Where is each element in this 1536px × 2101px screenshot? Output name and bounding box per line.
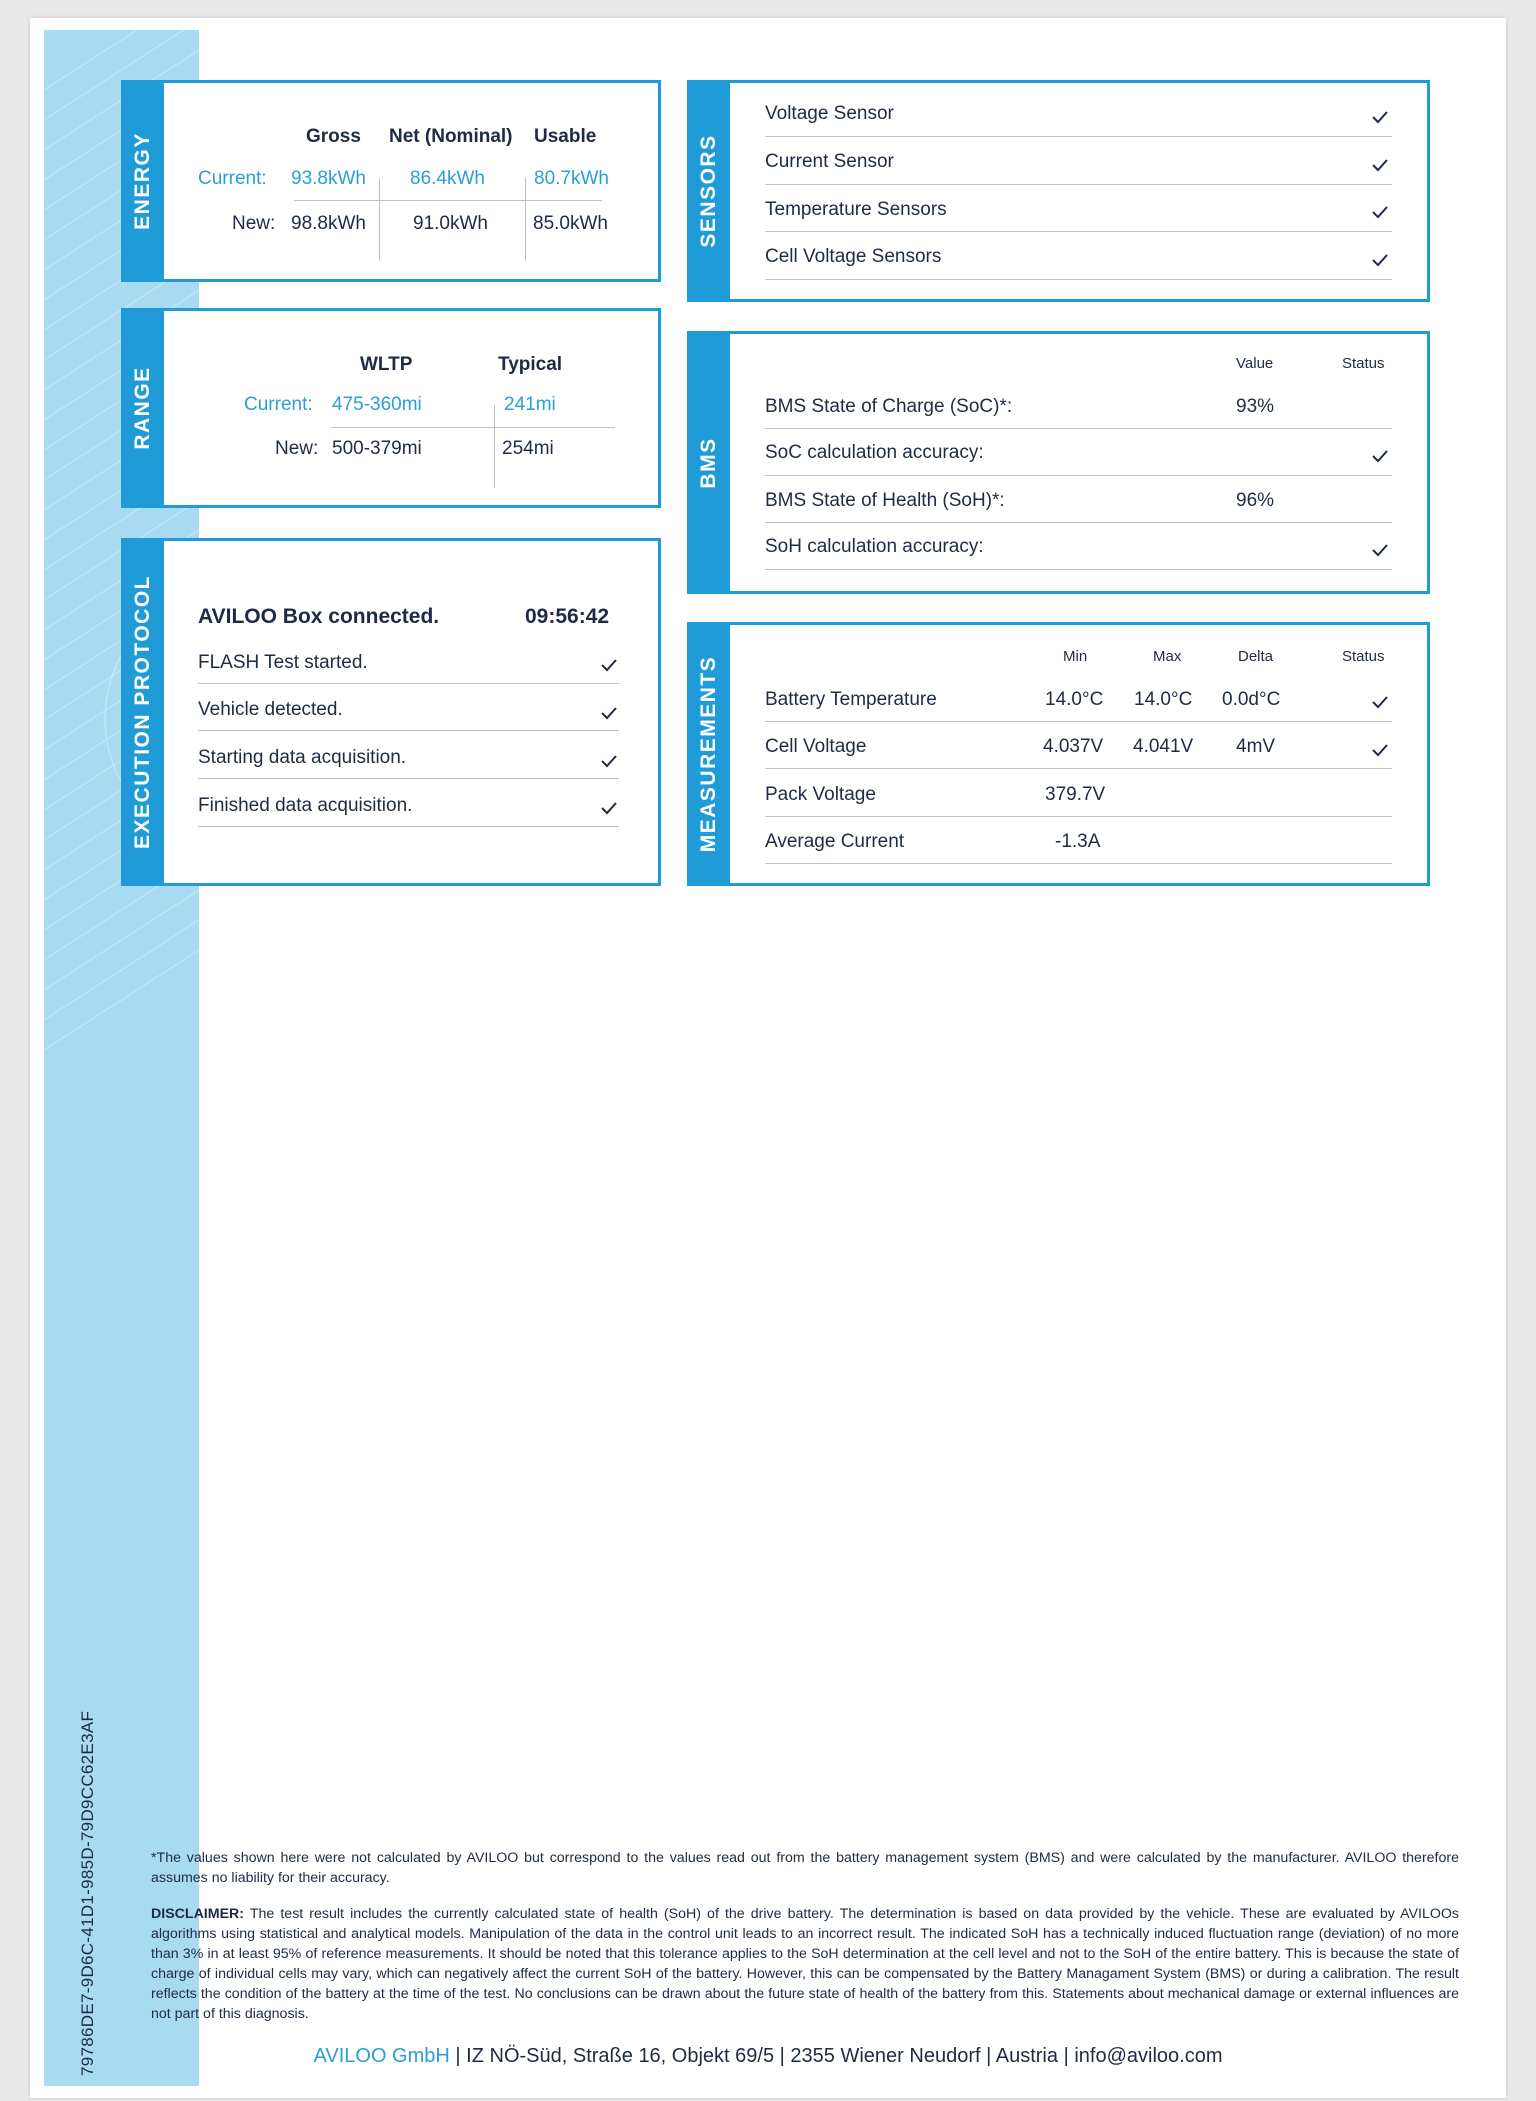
energy-new-gross: 98.8kWh [291, 213, 366, 234]
divider [765, 816, 1392, 817]
disclaimer-label: DISCLAIMER: [151, 1906, 245, 1922]
check-icon [1370, 540, 1390, 560]
range-tab: RANGE [121, 308, 164, 508]
energy-tab: ENERGY [121, 80, 164, 282]
footer-separator: | [779, 2045, 785, 2067]
meas-header-status: Status [1342, 648, 1385, 665]
bms-header-value: Value [1236, 355, 1274, 372]
footer-country: Austria [995, 2045, 1058, 2067]
footer-address: IZ NÖ-Süd, Straße 16, Objekt 69/5 [466, 2045, 775, 2067]
range-current-wltp: 475-360mi [332, 394, 422, 415]
divider [765, 231, 1392, 232]
divider [331, 427, 615, 428]
check-icon [1370, 155, 1390, 175]
meas-row-label: Average Current [765, 831, 905, 852]
divider [494, 405, 495, 488]
check-icon [1370, 740, 1390, 760]
range-new-label: New: [275, 438, 319, 459]
bms-row-label: SoH calculation accuracy: [765, 536, 984, 557]
meas-row-min: -1.3A [1055, 831, 1101, 852]
divider [198, 683, 619, 684]
divider [765, 428, 1392, 429]
divider [765, 279, 1392, 280]
divider [765, 768, 1392, 769]
document-id: 79786DE7-9D6C-41D1-985D-79D9CC62E3AF [78, 1710, 97, 2076]
range-header-typical: Typical [498, 354, 563, 375]
divider [765, 569, 1392, 570]
footnote: *The values shown here were not calculated by AVILOO but correspond to the values read out from the battery management system (BMS) and were calculated by the manufacturer. AVILOO therefore assumes no liability for their accuracy. [151, 1850, 1459, 1886]
divider [765, 475, 1392, 476]
protocol-title: AVILOO Box connected. [198, 605, 440, 628]
energy-new-net: 91.0kWh [413, 213, 488, 234]
protocol-step: Finished data acquisition. [198, 795, 413, 816]
disclaimer-text: The test result includes the currently calculated state of health (SoH) of the drive battery. The determination is based on data provided by the vehicle. These are evaluated by AVILOOs algorithms using statistical and analytical models. Manipulation of the data in the control unit leads to an incorrect result. The indicated SoH has a technically induced fluctuation range (deviation) of no more than 3% in at least 95% of reference measurements. It should be noted that this tolerance applies to the SoH determination at the cell level and not to the SoH of the entire battery. This is because the state of charge of individual cells may vary, which can negatively affect the current SoH of the battery. However, this can be compensated by the Battery Managament System (BMS) or during a calibration. The result reflects the condition of the battery at the time of the test. No conclusions can be drawn about the future state of health of the battery from this. Statements about mechanical damage or external influences are not part of this diagnosis. [151, 1906, 1459, 2022]
energy-header-usable: Usable [534, 126, 597, 147]
divider [198, 826, 619, 827]
divider [765, 522, 1392, 523]
check-icon [599, 751, 619, 771]
sensor-item: Current Sensor [765, 151, 894, 172]
footer-separator: | [986, 2045, 992, 2067]
meas-row-delta: 4mV [1236, 736, 1276, 757]
divider [525, 178, 526, 261]
energy-current-gross: 93.8kWh [291, 168, 366, 189]
range-new-typical: 254mi [502, 438, 554, 459]
energy-card [121, 80, 661, 282]
range-current-typical: 241mi [504, 394, 556, 415]
energy-current-net: 86.4kWh [410, 168, 485, 189]
energy-header-gross: Gross [306, 126, 361, 147]
bms-card [687, 331, 1430, 594]
protocol-time: 09:56:42 [525, 605, 610, 628]
divider [198, 778, 619, 779]
meas-row-label: Pack Voltage [765, 784, 876, 805]
check-icon [1370, 250, 1390, 270]
report-page [30, 18, 1506, 2098]
range-header-wltp: WLTP [360, 354, 413, 375]
check-icon [1370, 446, 1390, 466]
sensor-item: Temperature Sensors [765, 199, 947, 220]
bms-row-label: BMS State of Charge (SoC)*: [765, 396, 1013, 417]
divider [765, 184, 1392, 185]
bms-row-label: BMS State of Health (SoH)*: [765, 490, 1005, 511]
meas-header-delta: Delta [1238, 648, 1274, 665]
check-icon [599, 798, 619, 818]
divider [379, 178, 380, 261]
footer [30, 2045, 1506, 2068]
protocol-tab: EXECUTION PROTOCOL [121, 538, 164, 886]
energy-new-usable: 85.0kWh [533, 213, 608, 234]
measurements-tab: MEASUREMENTS [687, 622, 730, 886]
check-icon [1370, 107, 1390, 127]
sensors-card [687, 80, 1430, 302]
bms-header-status: Status [1342, 355, 1385, 372]
check-icon [599, 703, 619, 723]
footer-city: 2355 Wiener Neudorf [790, 2045, 981, 2067]
divider [294, 200, 602, 201]
bms-row-value: 96% [1236, 490, 1275, 511]
meas-row-min: 14.0°C [1045, 689, 1104, 710]
footer-email[interactable]: info@aviloo.com [1074, 2045, 1223, 2067]
footer-separator: | [1063, 2045, 1069, 2067]
meas-row-min: 4.037V [1043, 736, 1104, 757]
divider [765, 721, 1392, 722]
bms-row-value: 93% [1236, 396, 1275, 417]
bms-tab: BMS [687, 331, 730, 594]
meas-row-max: 14.0°C [1134, 689, 1193, 710]
check-icon [599, 655, 619, 675]
meas-row-label: Cell Voltage [765, 736, 867, 757]
range-new-wltp: 500-379mi [332, 438, 422, 459]
disclaimer [151, 1904, 1459, 2024]
sensors-tab: SENSORS [687, 80, 730, 302]
check-icon [1370, 202, 1390, 222]
energy-current-usable: 80.7kWh [534, 168, 609, 189]
energy-header-net: Net (Nominal) [389, 126, 513, 147]
energy-current-label: Current: [198, 168, 267, 189]
check-icon [1370, 692, 1390, 712]
sensor-item: Cell Voltage Sensors [765, 246, 942, 267]
meas-row-label: Battery Temperature [765, 689, 937, 710]
measurements-card [687, 622, 1430, 886]
range-current-label: Current: [244, 394, 313, 415]
sensor-item: Voltage Sensor [765, 103, 894, 124]
range-card [121, 308, 661, 508]
bms-row-label: SoC calculation accuracy: [765, 442, 984, 463]
divider [765, 136, 1392, 137]
footer-company: AVILOO GmbH [313, 2045, 450, 2067]
protocol-step: Starting data acquisition. [198, 747, 407, 768]
meas-row-delta: 0.0d°C [1222, 689, 1281, 710]
meas-row-max: 4.041V [1133, 736, 1194, 757]
protocol-card [121, 538, 661, 886]
divider [198, 730, 619, 731]
protocol-step: Vehicle detected. [198, 699, 343, 720]
meas-header-min: Min [1063, 648, 1088, 665]
meas-header-max: Max [1153, 648, 1182, 665]
protocol-step: FLASH Test started. [198, 652, 368, 673]
meas-row-min: 379.7V [1045, 784, 1106, 805]
footer-separator: | [455, 2045, 461, 2067]
energy-new-label: New: [232, 213, 276, 234]
divider [765, 863, 1392, 864]
